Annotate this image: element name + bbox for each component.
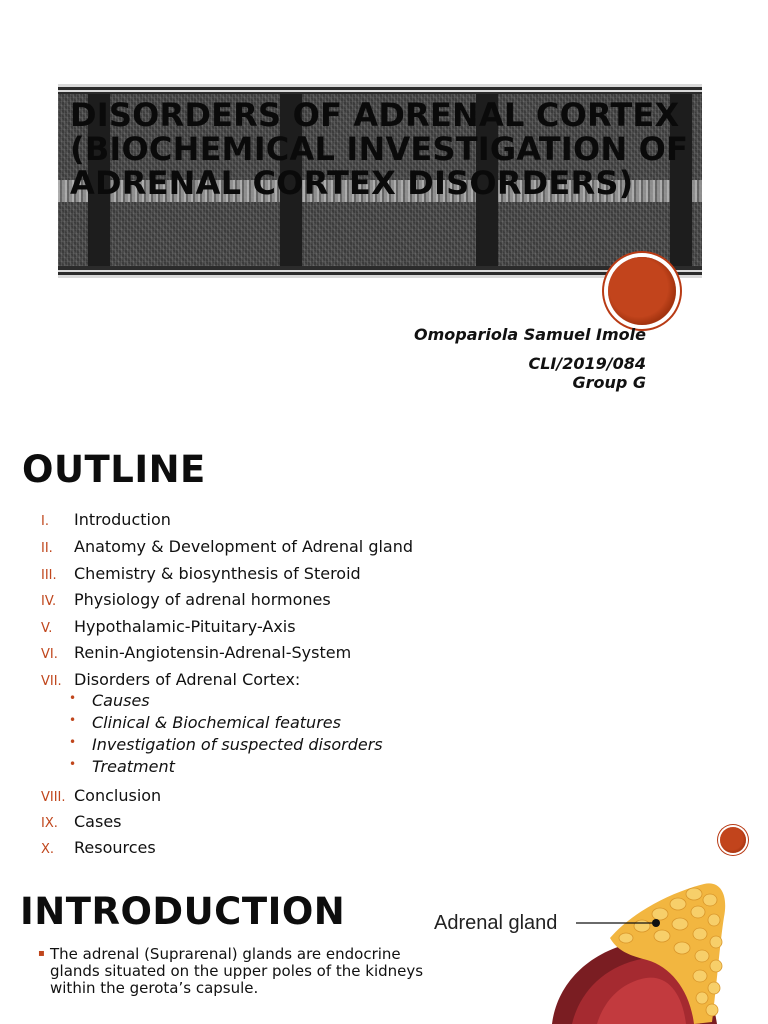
outline-item-text: Renin-Angiotensin-Adrenal-System	[74, 643, 352, 662]
title-slide	[0, 0, 768, 420]
bullet-icon: •	[69, 735, 77, 749]
outline-item-text: Chemistry & biosynthesis of Steroid	[74, 564, 361, 583]
outline-item-number: IV.	[41, 594, 57, 609]
decorative-circle	[608, 257, 676, 325]
square-bullet-icon: ▪	[38, 948, 45, 959]
outline-sub-item-text: Causes	[92, 691, 150, 710]
bullet-icon: •	[69, 757, 77, 771]
outline-item-number: III.	[41, 568, 57, 583]
outline-item	[0, 564, 600, 586]
introduction-slide	[0, 860, 768, 1024]
outline-item-number: VI.	[41, 647, 58, 662]
outline-item-number: X.	[41, 842, 55, 857]
outline-item	[0, 786, 600, 808]
outline-heading: OUTLINE	[22, 448, 206, 491]
presenter-group: Group G	[572, 373, 646, 392]
outline-item-text: Anatomy & Development of Adrenal gland	[74, 537, 414, 556]
introduction-paragraph: The adrenal (Suprarenal) glands are endocrine glands situated on the upper poles of the kidneys within the gerota’s capsule.	[50, 945, 424, 997]
outline-slide	[0, 420, 768, 860]
bullet-icon: •	[69, 713, 77, 727]
outline-item	[0, 812, 600, 834]
outline-item	[0, 670, 600, 692]
title-line-2: (BIOCHEMICAL INVESTIGATION OF	[70, 130, 689, 168]
outline-sub-item-text: Investigation of suspected disorders	[92, 735, 383, 754]
decorative-circle	[720, 827, 746, 853]
outline-item-number: VIII.	[41, 790, 66, 805]
outline-sub-item	[0, 735, 600, 755]
outline-item	[0, 838, 600, 860]
adrenal-gland-illustration	[432, 872, 768, 1024]
outline-item-number: IX.	[41, 816, 58, 831]
title-line-3: ADRENAL CORTEX DISORDERS)	[70, 164, 634, 202]
adrenal-gland-figure	[432, 872, 768, 1024]
outline-item	[0, 617, 600, 639]
outline-item-number: VII.	[41, 674, 62, 689]
presenter-name: Omopariola Samuel Imole	[414, 325, 646, 344]
outline-item-text: Cases	[74, 812, 122, 831]
presenter-id: CLI/2019/084	[528, 354, 646, 373]
outline-item-number: V.	[41, 621, 53, 636]
introduction-heading: INTRODUCTION	[20, 890, 346, 933]
bullet-icon: •	[69, 691, 77, 705]
outline-item	[0, 590, 600, 612]
outline-item-text: Hypothalamic-Pituitary-Axis	[74, 617, 296, 636]
outline-sub-item-text: Clinical & Biochemical features	[92, 713, 341, 732]
outline-item-text: Physiology of adrenal hormones	[74, 590, 331, 609]
outline-sub-item-text: Treatment	[92, 757, 175, 776]
outline-item	[0, 510, 600, 532]
outline-item-number: I.	[41, 514, 49, 529]
outline-item-number: II.	[41, 541, 53, 556]
outline-sub-item	[0, 757, 600, 777]
title-line-1: DISORDERS OF ADRENAL CORTEX	[70, 96, 680, 134]
outline-item-text: Disorders of Adrenal Cortex:	[74, 670, 301, 689]
outline-sub-item	[0, 691, 600, 711]
outline-item-text: Resources	[74, 838, 156, 857]
outline-item-text: Conclusion	[74, 786, 162, 805]
outline-item-text: Introduction	[74, 510, 171, 529]
outline-sub-item	[0, 713, 600, 733]
outline-item	[0, 643, 600, 665]
outline-item	[0, 537, 600, 559]
slide-title	[70, 96, 689, 202]
figure-label: Adrenal gland	[434, 912, 558, 934]
